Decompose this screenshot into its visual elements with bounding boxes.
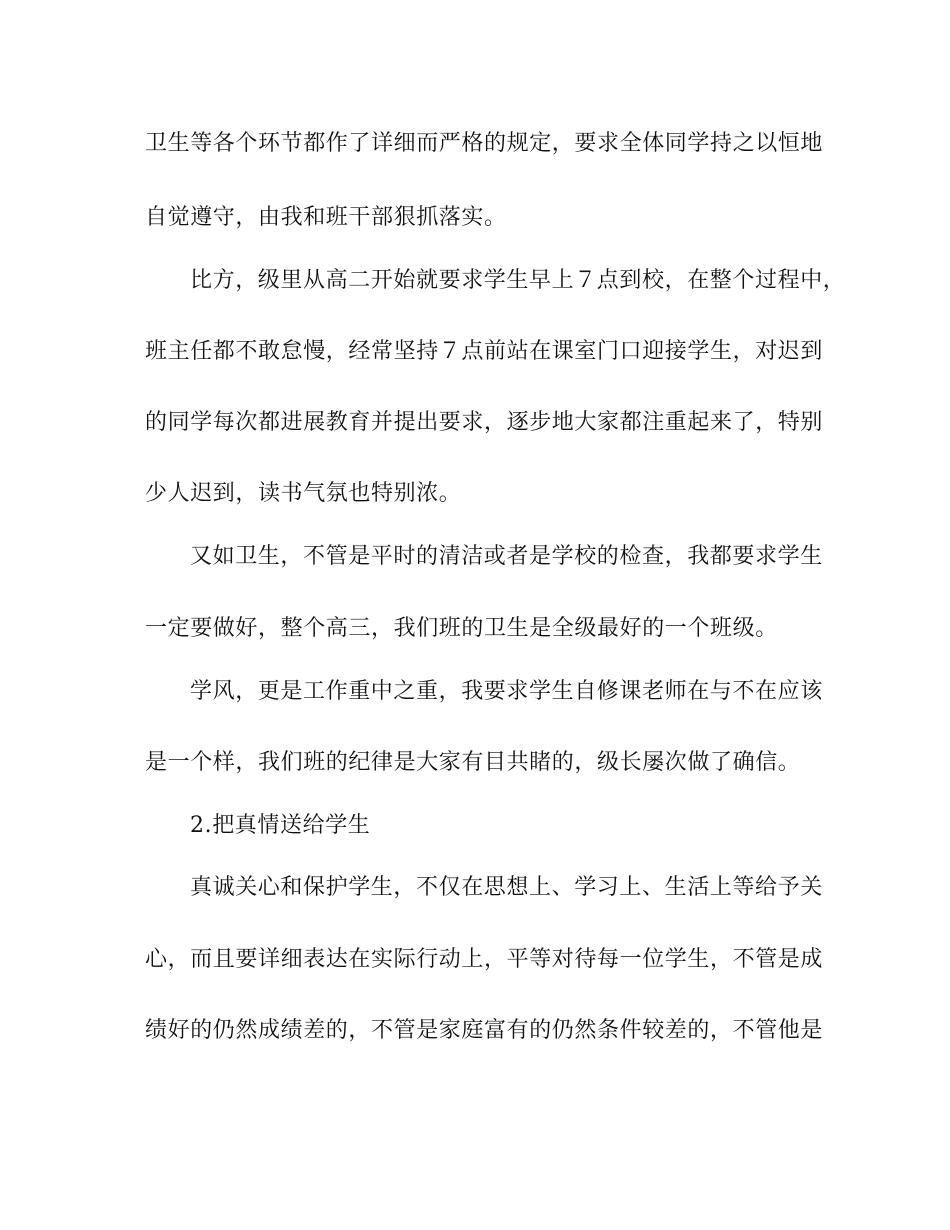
text-line: 绩好的仍然成绩差的，不管是家庭富有的仍然条件较差的，不管他是 (145, 1018, 824, 1043)
text-line: 自觉遵守，由我和班干部狠抓落实。 (145, 205, 507, 230)
text-line: 少人迟到，读书气氛也特别浓。 (145, 481, 462, 506)
text-line: 班主任都不敢怠慢，经常坚持７点前站在课室门口迎接学生，对迟到 (145, 339, 824, 364)
text-line: 心，而且要详细表达在实际行动上，平等对待每一位学生，不管是成 (145, 947, 824, 972)
text-line: 卫生等各个环节都作了详细而严格的规定，要求全体同学持之以恒地 (145, 131, 824, 156)
text-line: 是一个样，我们班的纪律是大家有目共睹的，级长屡次做了确信。 (145, 750, 801, 775)
text-line: 学风，更是工作重中之重，我要求学生自修课老师在与不在应该 (190, 679, 823, 704)
text-line: 的同学每次都进展教育并提出要求，逐步地大家都注重起来了，特别 (145, 410, 824, 435)
text-line: 真诚关心和保护学生，不仅在思想上、学习上、生活上等给予关 (190, 875, 823, 900)
text-line: 比方，级里从高二开始就要求学生早上７点到校，在整个过程中， (190, 268, 846, 293)
section-heading: 2.把真情送给学生 (190, 813, 371, 838)
text-line: 一定要做好，整个高三，我们班的卫生是全级最好的一个班级。 (145, 616, 778, 641)
text-line: 又如卫生，不管是平时的清洁或者是学校的检查，我都要求学生 (190, 544, 823, 569)
